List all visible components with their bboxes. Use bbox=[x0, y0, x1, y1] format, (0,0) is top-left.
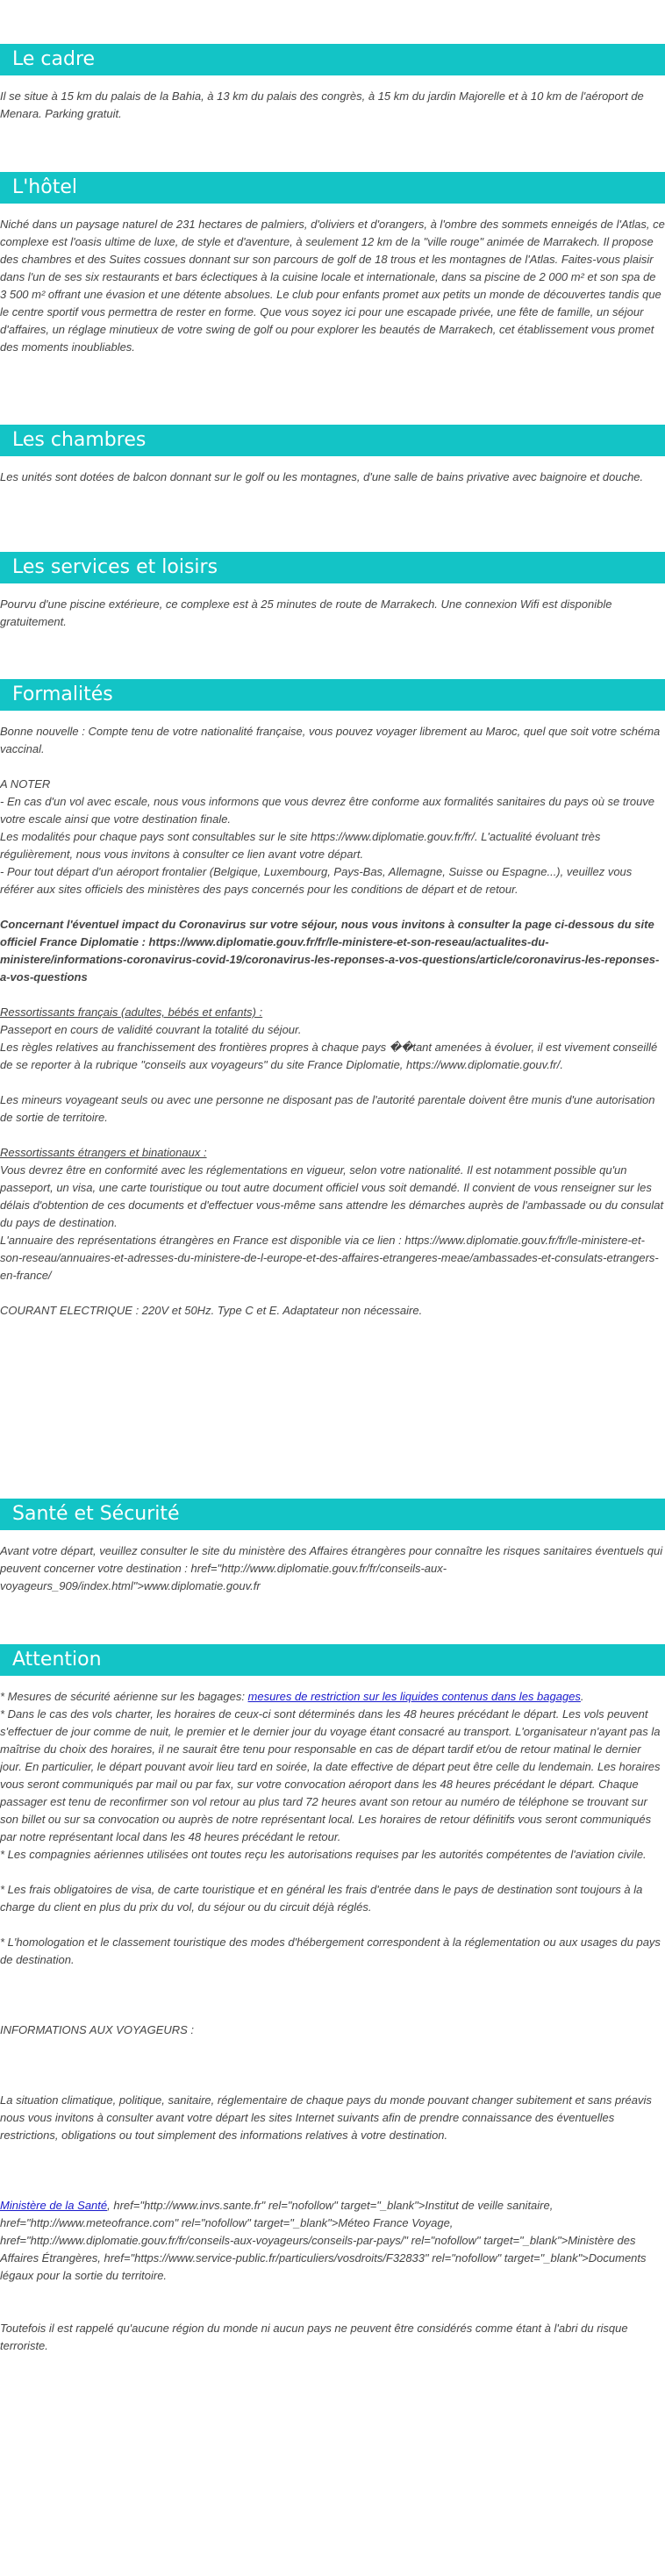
anoter-3: - Pour tout départ d'un aéroport frontalier (Belgique, Luxembourg, Pays-Bas, Allemagne, Suisse ou Espagne...), veuillez vous référer aux sites officiels des ministères des pays concernés pour les conditions de départ et de retour. bbox=[0, 865, 633, 896]
section-title-attention: Attention bbox=[0, 1644, 665, 1676]
compagnies-text: * Les compagnies aériennes utilisées ont toutes reçu les autorisations requises par les autorités compétentes de l'aviation civile. bbox=[0, 1848, 647, 1861]
etr-1: Vous devrez être en conformité avec les réglementations en vigueur, selon votre nationalité. Il est notamment possible qu'un passeport, un visa, une carte touristique ou tout autre document officiel vous soit demandé. Il convient de vous renseigner sur les délais d'obtention de ces documents et d'effectuer vous-même sans attendre les démarches auprès de l'ambassade ou du consulat du pays de destination. bbox=[0, 1163, 664, 1229]
fr-title: Ressortissants français (adultes, bébés et enfants) : bbox=[0, 1005, 263, 1019]
charter-text: * Dans le cas des vols charter, les horaires de ceux-ci sont déterminés dans les 48 heures précédant le départ. Les vols peuvent s'effectuer de jour comme de nuit, le premier et le dernier jour du voyage étant consacré au transport. L'organisateur n'ayant pas la maîtrise du choix des horaires, il ne saurait être tenu pour responsable en cas de départ tardif et/ou de retour matinal le dernier jour. En particulier, le départ pouvant avoir lieu tard en soirée, la date effective de départ peut être celle du lendemain. Les horaires vous seront communiqués par mail ou par fax, sur votre convocation aéroport dans les 48 heures précédant le départ. Chaque passager est tenu de reconfirmer son vol retour au plus tard 72 heures avant son retour au numéro de téléphone se trouvant sur son billet ou sur sa convocation ou auprès de notre représentant local. Les horaires de retour définitifs vous seront communiqués par notre représentant local dans les 48 heures précédant le retour. bbox=[0, 1707, 661, 1843]
sante-text: Avant votre départ, veuillez consulter le site du ministère des Affaires étrangères pour connaître les risques sanitaires éventuels qui peuvent concerner votre destination : href="http://www.diplomatie.gouv.fr/fr/conseils-aux-voyageurs_909/index.html">www.diplomatie.gouv.fr bbox=[0, 1544, 663, 1592]
anoter-title: A NOTER bbox=[0, 777, 51, 791]
cadre-text: Il se situe à 15 km du palais de la Bahia, à 13 km du palais des congrès, à 15 km du jardin Majorelle et à 10 km de l'aéroport de Menara. Parking gratuit. bbox=[0, 89, 644, 120]
fr-1: Passeport en cours de validité couvrant la totalité du séjour. bbox=[0, 1023, 302, 1036]
hotel-text: Niché dans un paysage naturel de 231 hectares de palmiers, d'oliviers et d'orangers, à l'ombre des sommets enneigés de l'Atlas, ce complexe est l'oasis ultime de luxe, de style et d'aventure, à seulement 12 km de la "ville rouge" animée de Marrakech. Il propose des chambres et des Suites cossues donnant sur son parcours de golf de 18 trous et les montagnes de l'Atlas. Faites-vous plaisir dans l'un de ses six restaurants et bars éclectiques à la cuisine locale et internationale, dans sa piscine de 2 000 m² et son spa de 3 500 m² offrant une évasion et une détente absolues. Le club pour enfants promet aux petits un monde de découvertes tandis que le centre sportif vous permettra de rester en forme. Que vous soyez ici pour une escapade privée, une fête de famille, un séjour d'affaires, un réglage minutieux de votre swing de golf ou pour explorer les beautés de Marrakech, cet établissement vous promet des moments inoubliables. bbox=[0, 218, 665, 354]
bagages-link[interactable]: mesures de restriction sur les liquides contenus dans les bagages bbox=[247, 1690, 581, 1703]
homologation-text: * L'homologation et le classement touristique des modes d'hébergement correspondent à la réglementation ou aux usages du pays de destination. bbox=[0, 1936, 661, 1966]
mineurs-text: Les mineurs voyageant seuls ou avec une personne ne disposant pas de l'autorité parentale doivent être munis d'une autorisation de sortie de territoire. bbox=[0, 1093, 655, 1124]
courant-text: COURANT ELECTRIQUE : 220V et 50Hz. Type C et E. Adaptateur non nécessaire. bbox=[0, 1304, 423, 1317]
terrorisme-text: Toutefois il est rappelé qu'aucune région du monde ni aucun pays ne peuvent être considérés comme étant à l'abri du risque terroriste. bbox=[0, 2322, 628, 2352]
section-chambres bbox=[0, 425, 665, 486]
section-title-sante: Santé et Sécurité bbox=[0, 1499, 665, 1530]
bagages-text bbox=[0, 1688, 665, 1706]
ministere-sante-link[interactable]: Ministère de la Santé bbox=[0, 2199, 108, 2212]
situation-1: La situation climatique, politique, sanitaire, réglementaire de chaque pays du monde pouvant changer subitement et sans préavis bbox=[0, 2093, 652, 2107]
infos-title: INFORMATIONS AUX VOYAGEURS : bbox=[0, 2023, 195, 2036]
section-sante bbox=[0, 1499, 665, 1595]
section-services bbox=[0, 552, 665, 631]
chambres-text: Les unités sont dotées de balcon donnant sur le golf ou les montagnes, d'une salle de bains privative avec baignoire et douche. bbox=[0, 470, 644, 483]
section-hotel bbox=[0, 172, 665, 356]
bagages-suffix: . bbox=[580, 1690, 584, 1703]
etr-2: L'annuaire des représentations étrangères en France est disponible via ce lien : https://www.diplomatie.gouv.fr/fr/le-ministere-et-son-reseau/annuaires-et-adresses-du-ministere-de-l-europe-et-des-affaires-etrangeres-meae/ambassades-et-consulats-etrangers-en-france/ bbox=[0, 1234, 659, 1282]
section-title-formalites: Formalités bbox=[0, 679, 665, 711]
section-title-chambres: Les chambres bbox=[0, 425, 665, 456]
section-cadre bbox=[0, 44, 665, 123]
frais-text: * Les frais obligatoires de visa, de carte touristique et en général les frais d'entrée dans le pays de destination sont toujours à la charge du client en plus du prix du vol, du séjour ou du circuit déjà réglés. bbox=[0, 1883, 643, 1914]
situation-2: nous vous invitons à consulter avant votre départ les sites Internet suivants afin de prendre connaissance des éventuelles restrictions, obligations ou tout simplement des informations relatives à votre destination. bbox=[0, 2111, 615, 2142]
etr-title: Ressortissants étrangers et binationaux : bbox=[0, 1146, 207, 1159]
ministere-text bbox=[0, 2197, 665, 2285]
anoter-1: - En cas d'un vol avec escale, nous vous informons que vous devrez être conforme aux formalités sanitaires du pays où se trouve votre escale ainsi que votre destination finale. bbox=[0, 795, 655, 826]
ministere-rest: , href="http://www.invs.sante.fr" rel="nofollow" target="_blank">Institut de veille sanitaire, href="http://www.meteofrance.com" rel="nofollow" target="_blank">Méteo France Voyage, href="http://www.diplomatie.gouv.fr/fr/conseils-aux-voyageurs/conseils-par-pays/" rel="nofollow" target="_blank">Ministère des Affaires Étrangères, href="https://www.service-public.fr/particuliers/vosdroits/F32833" rel="nofollow" target="_blank">Documents légaux pour la sortie du territoire. bbox=[0, 2199, 647, 2282]
section-formalites bbox=[0, 679, 665, 1320]
section-title-hotel: L'hôtel bbox=[0, 172, 665, 204]
section-title-cadre: Le cadre bbox=[0, 44, 665, 75]
services-text: Pourvu d'une piscine extérieure, ce complexe est à 25 minutes de route de Marrakech. Une connexion Wifi est disponible gratuitement. bbox=[0, 597, 612, 628]
corona-notice: Concernant l'éventuel impact du Coronavirus sur votre séjour, nous vous invitons à consulter la page ci-dessous du site officiel France Diplomatie : https://www.diplomatie.gouv.fr/fr/le-ministere-et-son-reseau/actualites-du-ministere/informations-coronavirus-covid-19/coronavirus-les-reponses-a-vos-questions/article/coronavirus-les-reponses-a-vos-questions bbox=[0, 918, 660, 984]
anoter-2: Les modalités pour chaque pays sont consultables sur le site https://www.diplomatie.gouv.fr/fr/. L'actualité évoluant très régulièrement, nous vous invitons à consulter ce lien avant votre départ. bbox=[0, 830, 601, 861]
section-title-services: Les services et loisirs bbox=[0, 552, 665, 583]
fr-2: Les règles relatives au franchissement des frontières propres à chaque pays ��tant amenées à évoluer, il est vivement conseillé de se reporter à la rubrique "conseils aux voyageurs" du site France Diplomatie, https://www.diplomatie.gouv.fr/. bbox=[0, 1041, 658, 1071]
formalites-intro: Bonne nouvelle : Compte tenu de votre nationalité française, vous pouvez voyager librement au Maroc, quel que soit votre schéma vaccinal. bbox=[0, 725, 661, 755]
bagages-prefix: * Mesures de sécurité aérienne sur les bagages: bbox=[0, 1690, 248, 1703]
section-attention bbox=[0, 1644, 665, 2355]
